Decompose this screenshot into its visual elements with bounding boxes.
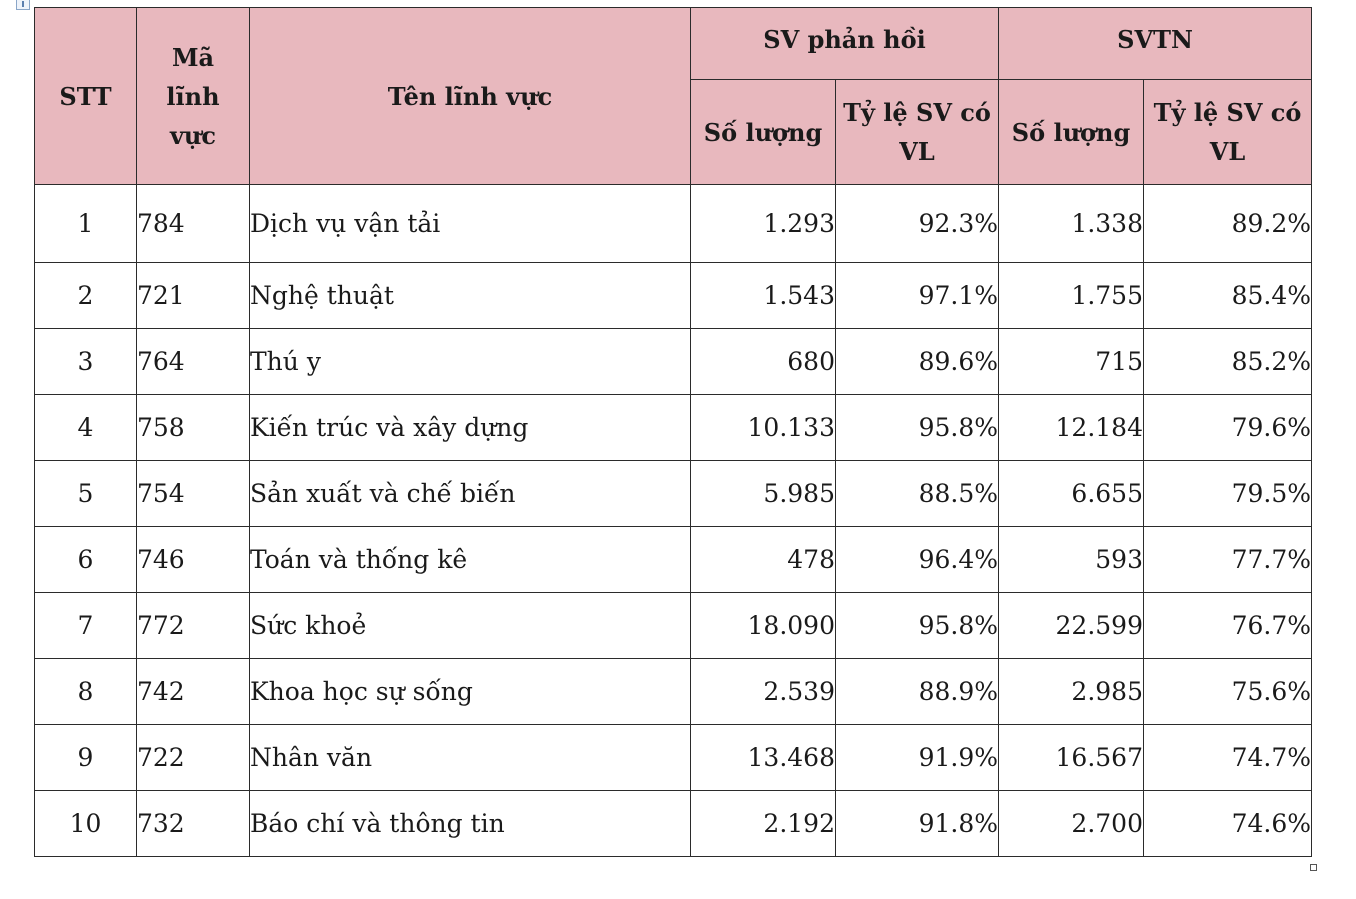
cell-feedback-count: 13.468 [691, 725, 836, 791]
table-row [35, 593, 1312, 659]
table-row [35, 527, 1312, 593]
cell-feedback-rate: 97.1% [836, 263, 999, 329]
header-stt: STT [35, 8, 137, 185]
header-feedback-rate [836, 80, 999, 185]
cell-feedback-rate: 92.3% [836, 185, 999, 263]
cell-name: Sản xuất và chế biến [250, 461, 691, 527]
cell-graduates-rate: 85.4% [1144, 263, 1312, 329]
cell-stt: 9 [35, 725, 137, 791]
cell-code: 754 [137, 461, 250, 527]
cell-name: Thú y [250, 329, 691, 395]
cell-code: 742 [137, 659, 250, 725]
cell-feedback-rate: 88.9% [836, 659, 999, 725]
table-move-handle-icon[interactable] [16, 0, 30, 10]
table-resize-handle-icon[interactable] [1310, 864, 1317, 871]
table-row [35, 329, 1312, 395]
cell-graduates-count: 2.700 [999, 791, 1144, 857]
cell-feedback-count: 2.192 [691, 791, 836, 857]
cell-name: Toán và thống kê [250, 527, 691, 593]
cell-stt: 4 [35, 395, 137, 461]
cell-graduates-count: 22.599 [999, 593, 1144, 659]
cell-name: Nhân văn [250, 725, 691, 791]
cell-feedback-count: 2.539 [691, 659, 836, 725]
table-header [35, 8, 1312, 185]
cell-name: Báo chí và thông tin [250, 791, 691, 857]
cell-feedback-count: 478 [691, 527, 836, 593]
header-graduates-rate-label: Tỷ lệ SV có VL [1153, 98, 1302, 166]
table-body [35, 185, 1312, 857]
table-row [35, 791, 1312, 857]
cell-graduates-count: 1.338 [999, 185, 1144, 263]
cell-code: 746 [137, 527, 250, 593]
header-graduates-count: Số lượng [999, 80, 1144, 185]
cell-graduates-rate: 74.6% [1144, 791, 1312, 857]
cell-name: Khoa học sự sống [250, 659, 691, 725]
header-group-feedback: SV phản hồi [691, 8, 999, 80]
header-code [137, 8, 250, 185]
cell-feedback-rate: 96.4% [836, 527, 999, 593]
cell-stt: 3 [35, 329, 137, 395]
header-feedback-count: Số lượng [691, 80, 836, 185]
cell-feedback-rate: 89.6% [836, 329, 999, 395]
header-code-label: Mã lĩnh vực [166, 42, 220, 150]
header-name: Tên lĩnh vực [250, 8, 691, 185]
cell-code: 732 [137, 791, 250, 857]
table-row [35, 461, 1312, 527]
cell-graduates-count: 2.985 [999, 659, 1144, 725]
cell-name: Kiến trúc và xây dựng [250, 395, 691, 461]
table-row [35, 395, 1312, 461]
cell-graduates-rate: 75.6% [1144, 659, 1312, 725]
cell-graduates-count: 12.184 [999, 395, 1144, 461]
cell-graduates-count: 593 [999, 527, 1144, 593]
cell-graduates-rate: 89.2% [1144, 185, 1312, 263]
header-group-graduates: SVTN [999, 8, 1312, 80]
cell-code: 784 [137, 185, 250, 263]
cell-name: Sức khoẻ [250, 593, 691, 659]
table-row [35, 659, 1312, 725]
cell-feedback-rate: 91.9% [836, 725, 999, 791]
cell-graduates-count: 16.567 [999, 725, 1144, 791]
cell-code: 764 [137, 329, 250, 395]
cell-stt: 5 [35, 461, 137, 527]
cell-graduates-count: 1.755 [999, 263, 1144, 329]
cell-graduates-rate: 77.7% [1144, 527, 1312, 593]
cell-stt: 6 [35, 527, 137, 593]
table-row [35, 263, 1312, 329]
cell-graduates-rate: 79.6% [1144, 395, 1312, 461]
cell-stt: 2 [35, 263, 137, 329]
cell-code: 721 [137, 263, 250, 329]
cell-graduates-rate: 76.7% [1144, 593, 1312, 659]
cell-feedback-count: 1.293 [691, 185, 836, 263]
cell-feedback-rate: 95.8% [836, 395, 999, 461]
table-row [35, 725, 1312, 791]
cell-stt: 10 [35, 791, 137, 857]
cell-stt: 7 [35, 593, 137, 659]
cell-feedback-count: 680 [691, 329, 836, 395]
employment-table [34, 7, 1312, 857]
header-graduates-rate [1144, 80, 1312, 185]
cell-feedback-count: 5.985 [691, 461, 836, 527]
header-feedback-rate-label: Tỷ lệ SV có VL [843, 98, 991, 166]
cell-graduates-rate: 85.2% [1144, 329, 1312, 395]
cell-feedback-count: 1.543 [691, 263, 836, 329]
cell-feedback-rate: 95.8% [836, 593, 999, 659]
cell-name: Dịch vụ vận tải [250, 185, 691, 263]
cell-feedback-rate: 88.5% [836, 461, 999, 527]
cell-name: Nghệ thuật [250, 263, 691, 329]
cell-graduates-rate: 74.7% [1144, 725, 1312, 791]
cell-feedback-count: 10.133 [691, 395, 836, 461]
cell-code: 772 [137, 593, 250, 659]
table-row [35, 185, 1312, 263]
cell-graduates-count: 6.655 [999, 461, 1144, 527]
cell-code: 758 [137, 395, 250, 461]
cell-feedback-count: 18.090 [691, 593, 836, 659]
cell-stt: 8 [35, 659, 137, 725]
cell-stt: 1 [35, 185, 137, 263]
cell-feedback-rate: 91.8% [836, 791, 999, 857]
cell-graduates-rate: 79.5% [1144, 461, 1312, 527]
cell-graduates-count: 715 [999, 329, 1144, 395]
cell-code: 722 [137, 725, 250, 791]
